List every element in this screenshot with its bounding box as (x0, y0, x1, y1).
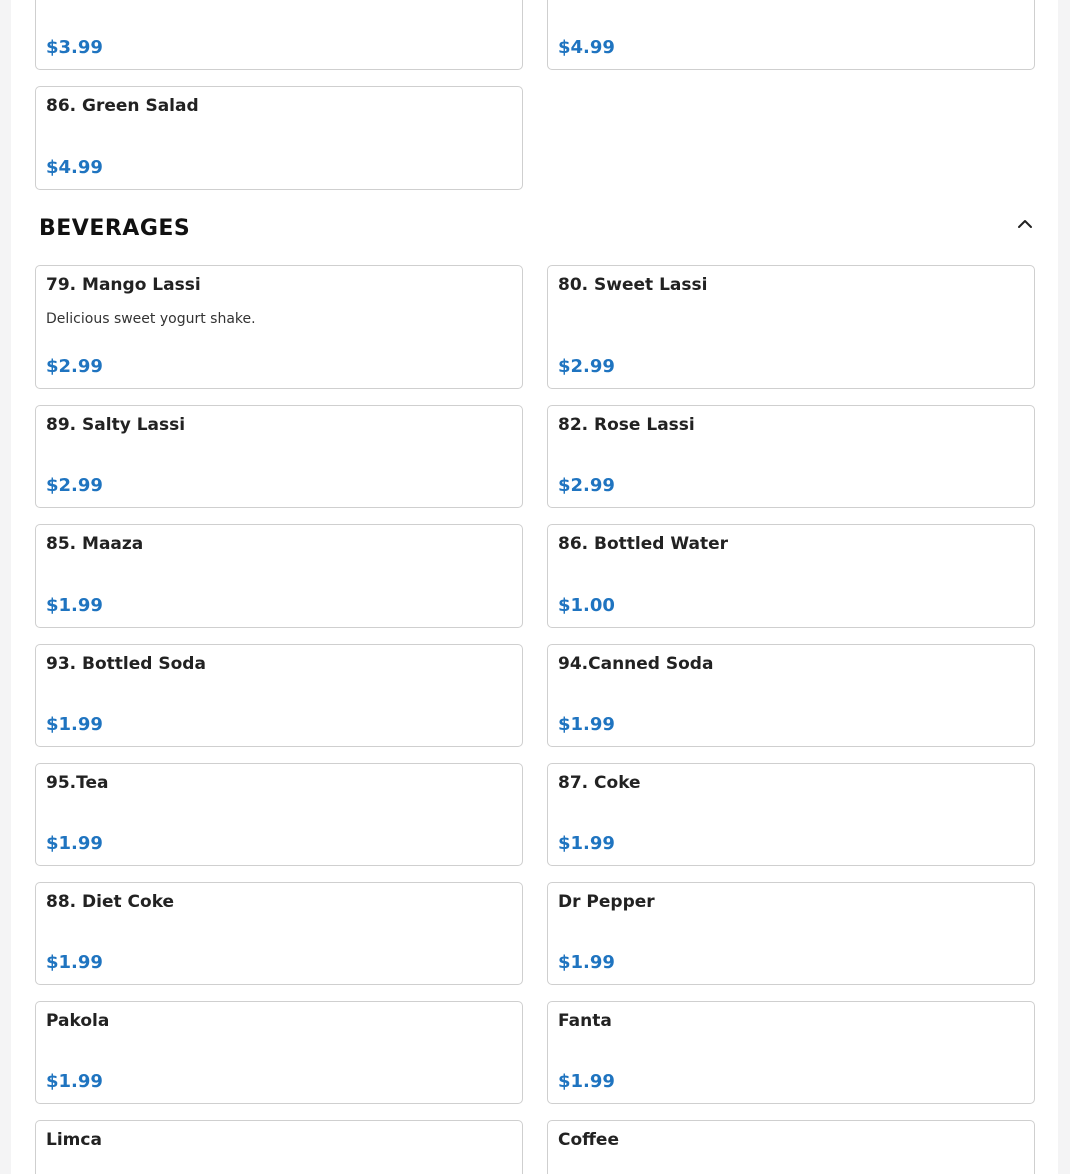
menu-item-price: $1.99 (558, 1071, 615, 1092)
menu-item-card[interactable] (35, 1120, 523, 1174)
menu-item-card[interactable] (35, 265, 523, 389)
menu-item-name: 95.Tea (46, 773, 109, 793)
menu-item-card[interactable] (35, 882, 523, 985)
menu-item-name: 89. Salty Lassi (46, 415, 186, 435)
menu-item-name: Fanta (558, 1011, 612, 1031)
menu-item-price: $4.99 (558, 37, 615, 58)
menu-item-price: $2.99 (558, 356, 615, 377)
menu-item-name: Coffee (558, 1130, 619, 1150)
chevron-up-icon (1014, 212, 1036, 234)
menu-item-card[interactable] (547, 405, 1035, 508)
menu-item-price: $3.99 (46, 37, 103, 58)
menu-item-price: $1.99 (46, 595, 103, 616)
menu-item-price: $1.99 (558, 952, 615, 973)
menu-item-price: $1.00 (558, 595, 615, 616)
menu-item-price: $1.99 (46, 1071, 103, 1092)
menu-item-name: 85. Maaza (46, 534, 144, 554)
menu-item-card[interactable] (547, 644, 1035, 747)
menu-item-description: Delicious sweet yogurt shake. (46, 311, 256, 327)
menu-item-name: Pakola (46, 1011, 110, 1031)
menu-item-card[interactable] (35, 763, 523, 866)
menu-item-card[interactable] (547, 524, 1035, 628)
menu-item-card[interactable] (35, 0, 523, 70)
menu-item-price: $2.99 (558, 475, 615, 496)
menu-item-card[interactable] (35, 405, 523, 508)
menu-item-name: 79. Mango Lassi (46, 275, 201, 295)
menu-item-card[interactable] (547, 1001, 1035, 1104)
menu-item-price: $1.99 (558, 714, 615, 735)
menu-item-name: 94.Canned Soda (558, 654, 714, 674)
menu-item-name: 87. Coke (558, 773, 641, 793)
menu-item-card[interactable] (35, 1001, 523, 1104)
menu-item-card[interactable] (35, 524, 523, 628)
menu-item-card[interactable] (547, 763, 1035, 866)
menu-page (11, 0, 1058, 1174)
menu-item-name: 88. Diet Coke (46, 892, 175, 912)
menu-item-name: 82. Rose Lassi (558, 415, 695, 435)
menu-item-card[interactable] (35, 86, 523, 190)
menu-item-price: $2.99 (46, 356, 103, 377)
menu-item-card[interactable] (547, 265, 1035, 389)
menu-item-card[interactable] (547, 882, 1035, 985)
menu-item-name: 86. Green Salad (46, 96, 199, 116)
menu-item-name: Limca (46, 1130, 102, 1150)
section-title: BEVERAGES (39, 216, 191, 241)
menu-item-name: 86. Bottled Water (558, 534, 729, 554)
menu-item-name: Dr Pepper (558, 892, 655, 912)
menu-item-price: $1.99 (46, 833, 103, 854)
menu-item-price: $1.99 (558, 833, 615, 854)
collapse-section-button[interactable] (1014, 212, 1036, 234)
menu-item-price: $1.99 (46, 714, 103, 735)
menu-item-name: 93. Bottled Soda (46, 654, 206, 674)
menu-item-name: 80. Sweet Lassi (558, 275, 708, 295)
menu-item-price: $2.99 (46, 475, 103, 496)
menu-item-card[interactable] (547, 1120, 1035, 1174)
menu-item-card[interactable] (547, 0, 1035, 70)
menu-item-card[interactable] (35, 644, 523, 747)
menu-item-price: $4.99 (46, 157, 103, 178)
menu-item-price: $1.99 (46, 952, 103, 973)
